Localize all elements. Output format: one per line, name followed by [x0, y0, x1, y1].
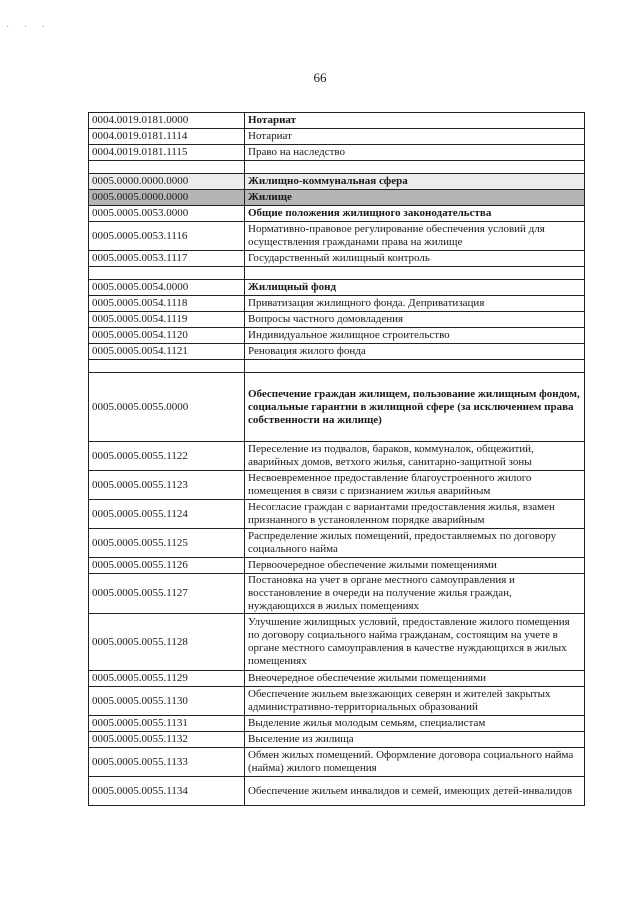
row-code: 0004.0019.0181.0000: [89, 113, 245, 129]
row-title: Обмен жилых помещений. Оформление договора социального найма (найма) жилого помещения: [245, 748, 585, 777]
row-code: 0005.0005.0055.1133: [89, 748, 245, 777]
row-code: 0005.0005.0053.1116: [89, 222, 245, 251]
table-row: [89, 558, 585, 574]
table-row: [89, 687, 585, 716]
table-row: [89, 614, 585, 671]
table-row: [89, 777, 585, 806]
row-title: Улучшение жилищных условий, предоставление жилого помещения по договору социального найма гражданам, состоящим на учете в органе местного самоуправления в качестве нуждающихся в жилых помещениях: [245, 614, 585, 671]
row-title: Нотариат: [245, 113, 585, 129]
table-row: [89, 344, 585, 360]
table-row: [89, 280, 585, 296]
table-row: [89, 113, 585, 129]
row-code: 0005.0005.0054.1119: [89, 312, 245, 328]
table-row: [89, 442, 585, 471]
row-code: 0005.0005.0055.1127: [89, 574, 245, 614]
row-title: Право на наследство: [245, 145, 585, 161]
row-code: 0005.0005.0053.0000: [89, 206, 245, 222]
row-code: 0005.0005.0055.1126: [89, 558, 245, 574]
row-title: Несогласие граждан с вариантами предоставления жилья, взамен признанного в установленном порядке аварийным: [245, 500, 585, 529]
row-code: 0005.0005.0054.1118: [89, 296, 245, 312]
classifier-table: [88, 112, 585, 806]
row-title: Переселение из подвалов, бараков, коммуналок, общежитий, аварийных домов, ветхого жилья, санитарно-защитной зоны: [245, 442, 585, 471]
table-row: [89, 732, 585, 748]
table-row: [89, 574, 585, 614]
row-code: 0005.0005.0055.1124: [89, 500, 245, 529]
table-row: [89, 748, 585, 777]
row-code: 0005.0005.0055.1134: [89, 777, 245, 806]
row-code: 0005.0005.0055.1131: [89, 716, 245, 732]
row-title: Выделение жилья молодым семьям, специалистам: [245, 716, 585, 732]
row-title: Общие положения жилищного законодательства: [245, 206, 585, 222]
row-title: Несвоевременное предоставление благоустроенного жилого помещения в связи с признанием жилья аварийным: [245, 471, 585, 500]
row-code: [89, 360, 245, 373]
row-title: Выселение из жилища: [245, 732, 585, 748]
table-row: [89, 373, 585, 442]
row-title: Государственный жилищный контроль: [245, 251, 585, 267]
row-code: 0005.0005.0054.1121: [89, 344, 245, 360]
row-title: Жилище: [245, 190, 585, 206]
row-code: 0004.0019.0181.1115: [89, 145, 245, 161]
table-row: [89, 296, 585, 312]
row-code: 0005.0005.0055.1128: [89, 614, 245, 671]
row-title: Обеспечение граждан жилищем, пользование жилищным фондом, социальные гарантии в жилищной сфере (за исключением права собственности на жилище): [245, 373, 585, 442]
row-code: 0005.0005.0053.1117: [89, 251, 245, 267]
row-code: 0005.0005.0055.1129: [89, 671, 245, 687]
row-title: Вопросы частного домовладения: [245, 312, 585, 328]
scan-artifact: · · ·: [6, 22, 51, 33]
row-title: [245, 161, 585, 174]
row-title: Индивидуальное жилищное строительство: [245, 328, 585, 344]
table-row-empty: [89, 360, 585, 373]
table-row: [89, 328, 585, 344]
row-code: 0005.0005.0000.0000: [89, 190, 245, 206]
row-title: [245, 267, 585, 280]
row-title: Нотариат: [245, 129, 585, 145]
row-code: 0005.0005.0055.1132: [89, 732, 245, 748]
table-row: [89, 529, 585, 558]
row-title: Жилищно-коммунальная сфера: [245, 174, 585, 190]
row-title: [245, 360, 585, 373]
row-title: Постановка на учет в органе местного самоуправления и восстановление в очереди на получение жилья граждан, нуждающихся в жилых помещениях: [245, 574, 585, 614]
table-row: [89, 471, 585, 500]
table-row: [89, 671, 585, 687]
row-title: Жилищный фонд: [245, 280, 585, 296]
table-row: [89, 716, 585, 732]
row-code: 0005.0000.0000.0000: [89, 174, 245, 190]
table-row: [89, 500, 585, 529]
row-title: Приватизация жилищного фонда. Деприватизация: [245, 296, 585, 312]
table-row-empty: [89, 267, 585, 280]
table-row: [89, 206, 585, 222]
row-code: [89, 161, 245, 174]
table-row: [89, 145, 585, 161]
row-code: 0005.0005.0055.1123: [89, 471, 245, 500]
row-code: 0005.0005.0055.1125: [89, 529, 245, 558]
row-title: Обеспечение жильем выезжающих северян и жителей закрытых административно-территориальных образований: [245, 687, 585, 716]
row-code: 0005.0005.0054.0000: [89, 280, 245, 296]
row-code: 0005.0005.0055.0000: [89, 373, 245, 442]
row-title: Нормативно-правовое регулирование обеспечения условий для осуществления гражданами права на жилище: [245, 222, 585, 251]
table-row-empty: [89, 161, 585, 174]
row-title: Распределение жилых помещений, предоставляемых по договору социального найма: [245, 529, 585, 558]
row-code: 0004.0019.0181.1114: [89, 129, 245, 145]
row-title: Обеспечение жильем инвалидов и семей, имеющих детей-инвалидов: [245, 777, 585, 806]
table-row: [89, 129, 585, 145]
row-title: Внеочередное обеспечение жилыми помещениями: [245, 671, 585, 687]
page-number: 66: [313, 70, 327, 85]
row-code: [89, 267, 245, 280]
table-row-section: [89, 174, 585, 190]
row-code: 0005.0005.0054.1120: [89, 328, 245, 344]
row-title: Первоочередное обеспечение жилыми помещениями: [245, 558, 585, 574]
table-row: [89, 222, 585, 251]
row-title: Реновация жилого фонда: [245, 344, 585, 360]
row-code: 0005.0005.0055.1130: [89, 687, 245, 716]
table-row: [89, 251, 585, 267]
table-row: [89, 312, 585, 328]
row-code: 0005.0005.0055.1122: [89, 442, 245, 471]
table-row-subsection: [89, 190, 585, 206]
